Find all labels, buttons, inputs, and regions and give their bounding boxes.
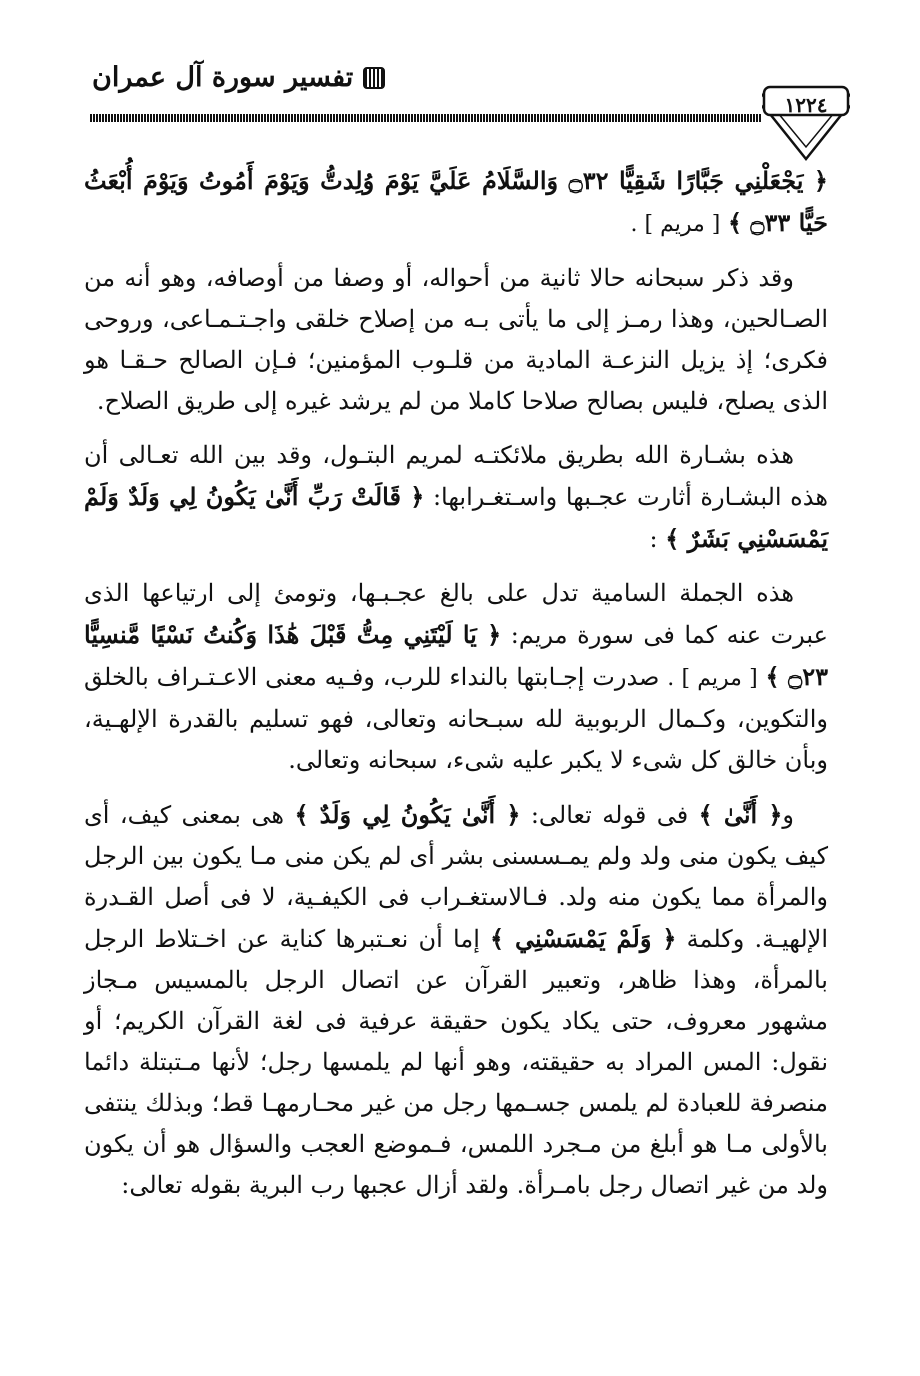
running-title xyxy=(92,62,385,93)
quran-verse: ﴿ يَجْعَلْنِي جَبَّارًا شَقِيًّا ۝٣٢ وَالسَّلَامُ عَلَيَّ يَوْمَ وُلِدتُّ وَيَوْمَ أَمُوتُ وَيَوْمَ أُبْعَثُ حَيًّا ۝٣٣ ﴾ xyxy=(84,166,828,237)
surah-reference: [ مريم ] . xyxy=(630,212,721,237)
surah-reference: [ مريم ] . xyxy=(667,666,758,691)
paragraph-text: إما أن نعـتبرها كناية عن اخـتلاط الرجل بالمرأة، وهذا ظاهر، وتعبير القرآن عن اتصال الرجل بالمسيس مـجاز مشهور معروف، حتى يكاد يكون حقيقة عرفية فى لغة القرآن الكريم؛ أو نقول: المس المراد به حقيقته، وهو أنها لم يلمسها رجل؛ لأنها مـتبتلة دائما منصرفة للعبادة لم يلمس جسـمها رجل من غير محـارمهـا قط؛ وبذلك ينتفى بالأولى مـا هو أبلغ من مـجرد اللمس، فـموضع العجب والسؤال هو أن يكون ولد من غير اتصال رجل بامـرأة. ولقد أزال عجبها رب البرية بقوله تعالى: xyxy=(84,925,829,1199)
quran-verse: ﴿ أَنَّىٰ يَكُونُ لِي وَلَدٌ ﴾ xyxy=(294,800,521,829)
page-header xyxy=(92,58,832,118)
paragraph-text: فى قوله تعالى: xyxy=(530,801,689,829)
paragraph-text: صدرت إجـابتها بالنداء للرب، وفـيه معنى الاعـتـراف بالخلق والتكوين، وكـمال الربوبية لله سبـحانه وتعالى، فهو تسليم بالقدرة الإلهـية، وبأن خالق كل شىء لا يكبر عليه شىء، سبحانه وتعالى. xyxy=(84,663,828,774)
paragraph-text: هى بمعنى كيف، أى كيف يكون منى ولد ولم يمـسسنى بشر أى لم يكن منى مـا يكون بين الرجل والمرأة مما يكون منه ولد. فـالاستغـراب فى الكيفـية، لا فى أصل القـدرة الإلهيـة. وكلمة xyxy=(84,801,828,953)
page-number-frame-icon xyxy=(762,79,850,161)
quran-verse: ﴿ وَلَمْ يَمْسَسْنِي ﴾ xyxy=(490,924,677,953)
paragraph-punct: : xyxy=(649,525,658,553)
header-rule xyxy=(90,114,762,122)
paragraph-text: و xyxy=(782,801,794,829)
paragraph-4 xyxy=(84,573,828,781)
quran-verse: ﴿ أَنَّىٰ ﴾ xyxy=(698,800,783,829)
page-number-box xyxy=(762,79,850,161)
paragraph-2: وقد ذكر سبحانه حالا ثانية من أحواله، أو وصفا من أوصافه، وهو أنه من الصـالحين، وهذا رمـز إلى ما يأتى بـه من إصلاح خلقى واجـتـمـاعى، وروحى فكرى؛ إذ يزيل النزعـة المادية من قلـوب المؤمنين؛ فـإن الصالح حـقـا هو الذى يصلح، فليس بصالح صلاحا كاملا من لم يرشد غيره إلى طريق الصلاح. xyxy=(84,264,828,415)
paragraph-3 xyxy=(84,435,828,560)
page-number: ١٢٢٤ xyxy=(784,93,828,117)
quran-verse: ﴿ يَا لَيْتَنِي مِتُّ قَبْلَ هَٰذَا وَكُنتُ نَسْيًا مَّنسِيًّا ۝٢٣ ﴾ xyxy=(84,620,828,691)
running-title-text: تفسير سورة آل عمران xyxy=(92,62,354,93)
paragraph-text: هذه الجملة السامية تدل على بالغ عجـبـها، وتومئ إلى ارتياعها الذى عبرت عنه كما فى سورة مريم: xyxy=(84,579,828,649)
quran-verse: ﴿ قَالَتْ رَبِّ أَنَّىٰ يَكُونُ لِي وَلَدٌ وَلَمْ يَمْسَسْنِي بَشَرٌ ﴾ xyxy=(84,482,828,553)
paragraph-1 xyxy=(84,160,828,245)
paragraph-5 xyxy=(84,794,828,1206)
paragraph-text: هذه بشـارة الله بطريق ملائكتـه لمريم البتـول، وقد بين الله تعـالى أن هذه البشـارة أثارت عجـبها واسـتغـرابها: xyxy=(84,441,828,511)
page-body xyxy=(84,160,828,1219)
header-ornament-icon xyxy=(363,67,385,89)
